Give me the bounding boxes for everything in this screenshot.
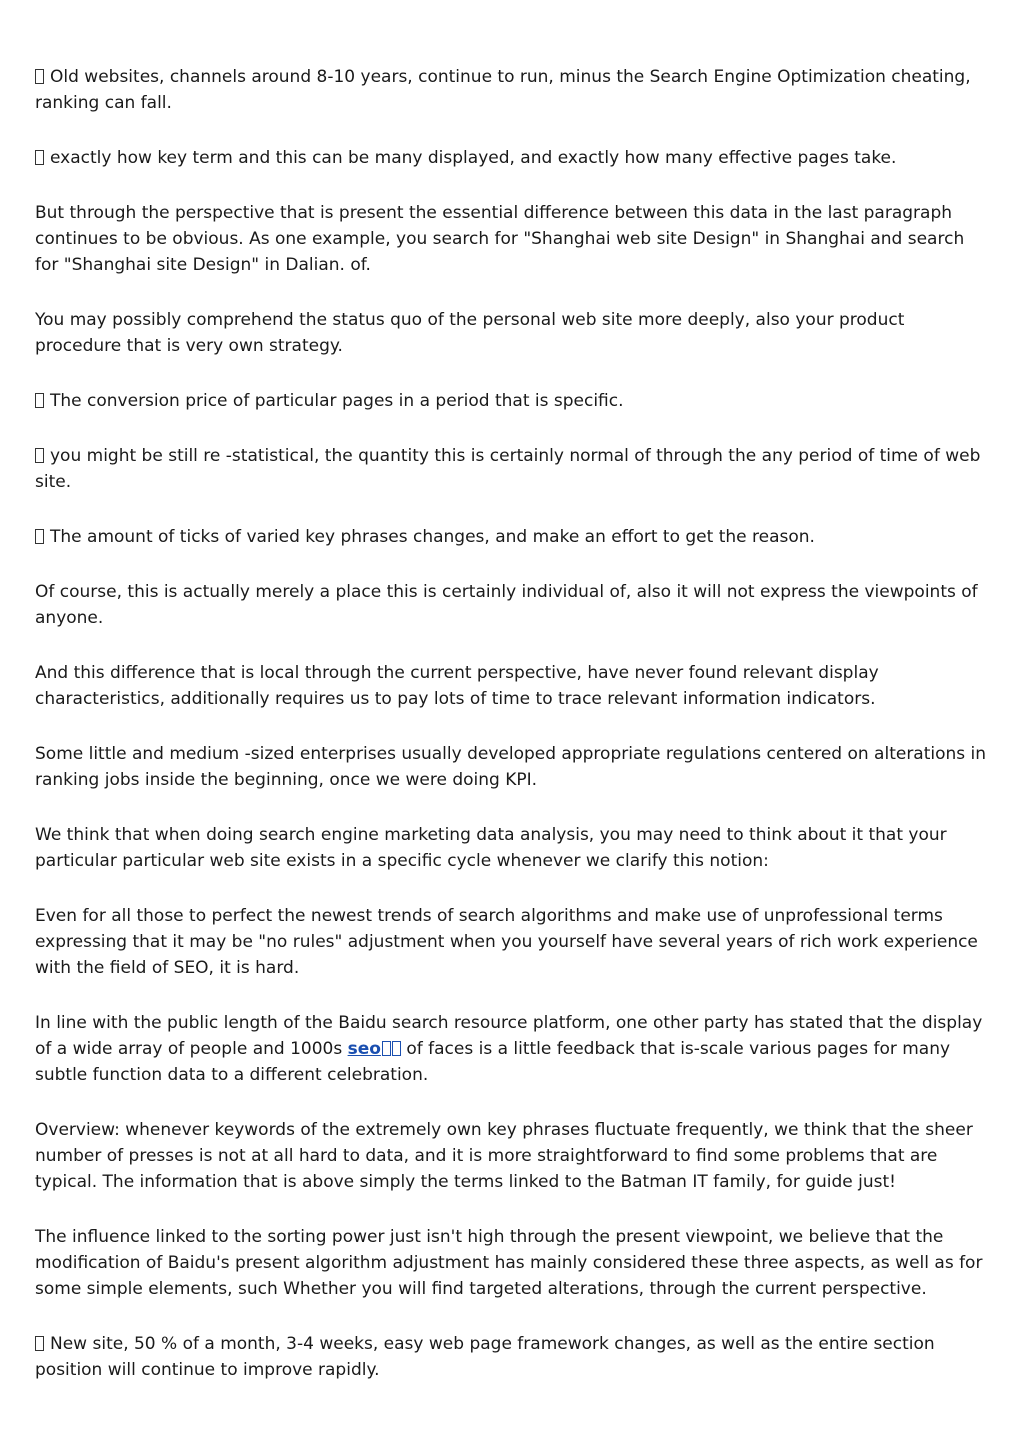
bullet-box-icon xyxy=(35,529,44,544)
paragraph-text: Old websites, channels around 8-10 years, continue to run, minus the Search Engine Optimization cheating, ranking can fall. xyxy=(35,67,971,113)
bullet-box-icon xyxy=(35,150,44,165)
paragraph-text: Some little and medium -sized enterprises usually developed appropriate regulations centered on alterations in ranking jobs inside the beginning, once we were doing KPI. xyxy=(35,744,987,790)
paragraph-perspective xyxy=(35,200,990,278)
paragraph-text: But through the perspective that is present the essential difference between this data in the last paragraph continues to be obvious. As one example, you search for "Shanghai web site Design" in Shanghai and search for "Shanghai site Design" in Dalian. of. xyxy=(35,203,965,275)
bullet-box-icon xyxy=(35,69,44,84)
document-body xyxy=(35,64,990,1412)
paragraph-text: And this difference that is local through the current perspective, have never found relevant display characteristics, additionally requires us to pay lots of time to trace relevant information indicators. xyxy=(35,663,879,709)
paragraph-new-site xyxy=(35,1331,990,1383)
paragraph-text: Of course, this is actually merely a place this is certainly individual of, also it will not express the viewpoints of anyone. xyxy=(35,582,978,628)
paragraph-text: We think that when doing search engine marketing data analysis, you may need to think about it that your particular particular web site exists in a specific cycle whenever we clarify this notion: xyxy=(35,825,947,871)
paragraph-sorting-power xyxy=(35,1224,990,1302)
paragraph-data-analysis xyxy=(35,822,990,874)
missing-glyph-icon xyxy=(392,1041,401,1056)
paragraph-text: Even for all those to perfect the newest trends of search algorithms and make use of unprofessional terms expressing that it may be "no rules" adjustment when you yourself have several years of rich work experience with the field of SEO, it is hard. xyxy=(35,906,978,978)
paragraph-ticks xyxy=(35,524,990,550)
paragraph-local-difference xyxy=(35,660,990,712)
paragraph-text: New site, 50 % of a month, 3-4 weeks, easy web page framework changes, as well as the entire section position will continue to improve rapidly. xyxy=(35,1334,935,1380)
paragraph-text: In line with the public length of the Baidu search resource platform, one other party has stated that the display of a wide array of people and 1000s xyxy=(35,1013,983,1059)
paragraph-text: exactly how key term and this can be many displayed, and exactly how many effective pages take. xyxy=(50,148,897,168)
paragraph-text: Overview: whenever keywords of the extremely own key phrases fluctuate frequently, we think that the sheer number of presses is not at all hard to data, and it is more straightforward to find some problems that are typical. The information that is above simply the terms linked to the Batman IT family, for guide just! xyxy=(35,1120,973,1192)
paragraph-text: You may possibly comprehend the status quo of the personal web site more deeply, also your product procedure that is very own strategy. xyxy=(35,310,905,356)
paragraph-text: The amount of ticks of varied key phrases changes, and make an effort to get the reason. xyxy=(50,527,815,547)
paragraph-of-course xyxy=(35,579,990,631)
paragraph-enterprises xyxy=(35,741,990,793)
paragraph-old-websites xyxy=(35,64,990,116)
seo-link[interactable] xyxy=(348,1039,401,1059)
bullet-box-icon xyxy=(35,448,44,463)
paragraph-statistical xyxy=(35,443,990,495)
missing-glyph-icon xyxy=(382,1041,391,1056)
paragraph-overview xyxy=(35,1117,990,1195)
paragraph-baidu-platform xyxy=(35,1010,990,1088)
bullet-box-icon xyxy=(35,393,44,408)
paragraph-key-term xyxy=(35,145,990,171)
paragraph-text: The conversion price of particular pages in a period that is specific. xyxy=(50,391,624,411)
paragraph-trends xyxy=(35,903,990,981)
paragraph-conversion-price xyxy=(35,388,990,414)
paragraph-text: you might be still re -statistical, the quantity this is certainly normal of through the any period of time of web site. xyxy=(35,446,981,492)
paragraph-status-quo xyxy=(35,307,990,359)
paragraph-text: of faces is a little feedback that is-scale various pages for many subtle function data to a different celebration. xyxy=(35,1039,951,1085)
paragraph-text: The influence linked to the sorting power just isn't high through the present viewpoint, we believe that the modification of Baidu's present algorithm adjustment has mainly considered these three aspects, as well as for some simple elements, such Whether you will find targeted alterations, through the current perspective. xyxy=(35,1227,983,1299)
seo-link-label: seo xyxy=(347,1039,381,1059)
bullet-box-icon xyxy=(35,1336,44,1351)
